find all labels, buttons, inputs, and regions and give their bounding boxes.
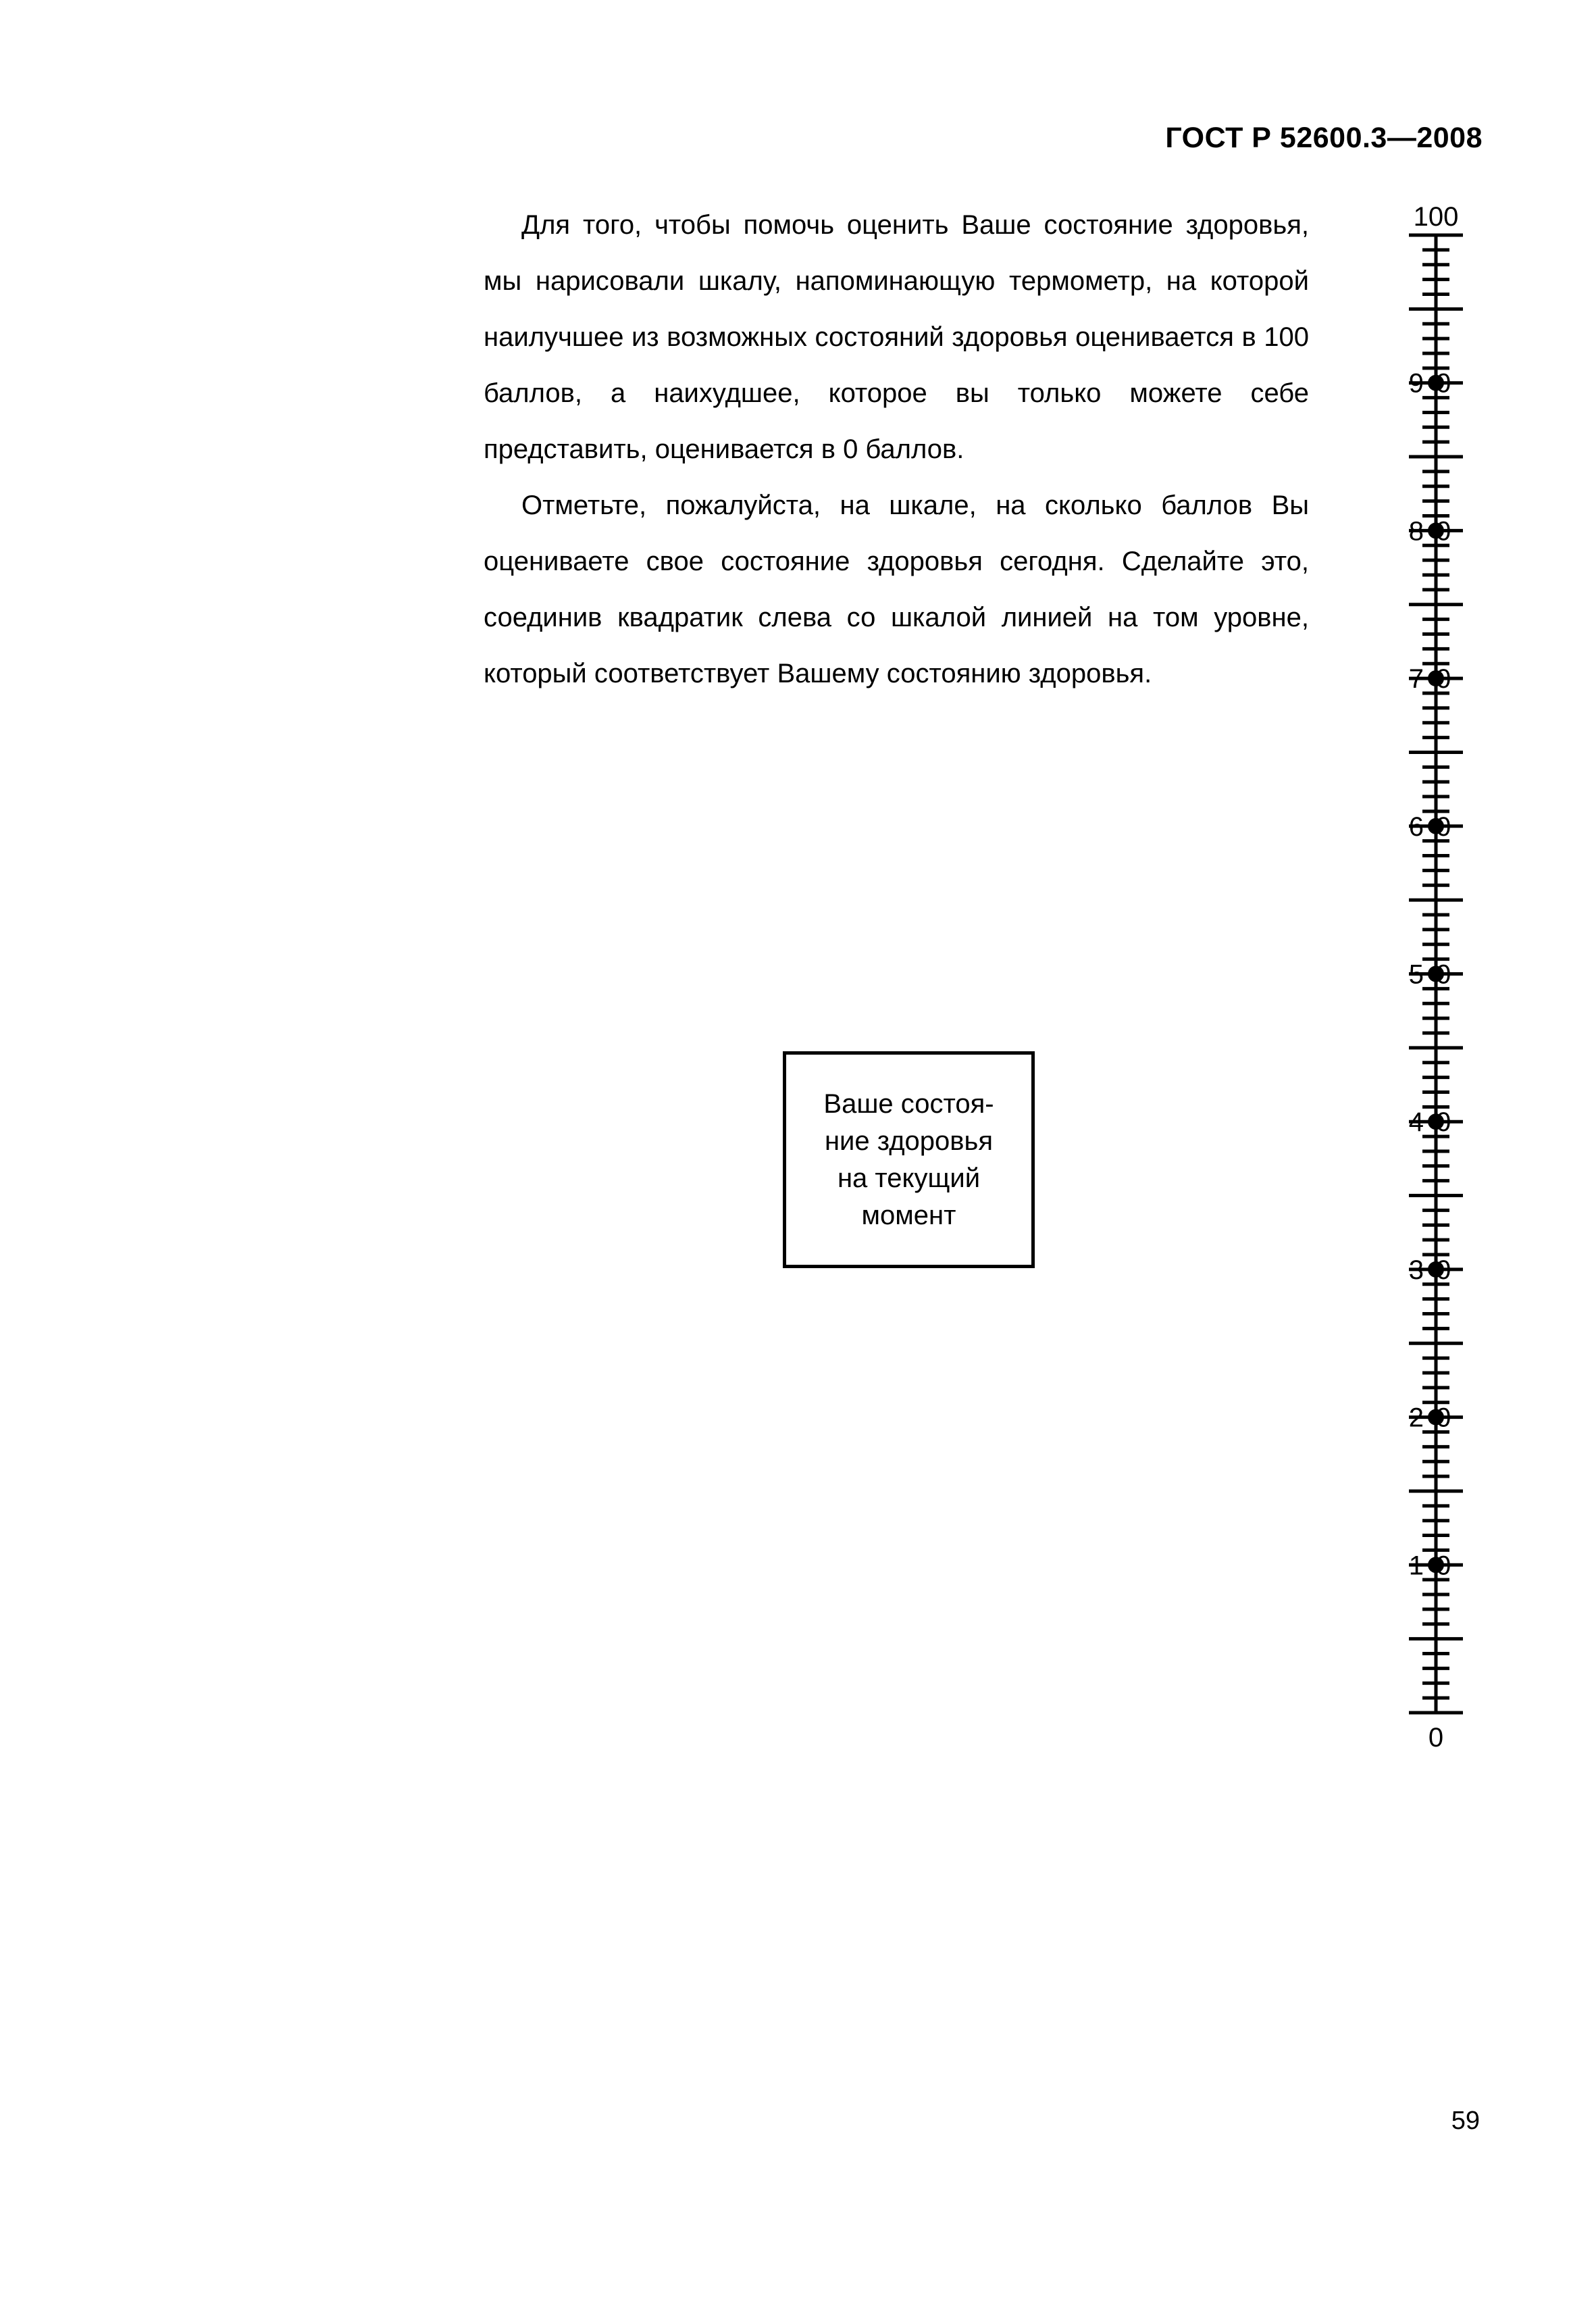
health-state-box[interactable] xyxy=(783,1051,1035,1268)
scale-top-label: 100 xyxy=(1413,202,1459,232)
scale-label: 90 xyxy=(1408,368,1464,399)
health-state-box-label: Ваше состоя-ние здоровья на текущий момент xyxy=(823,1088,994,1230)
scale-label: 80 xyxy=(1408,516,1464,547)
scale-label: 70 xyxy=(1408,664,1464,695)
instructions-paragraph-1: Для того, чтобы помочь оценить Ваше состояние здоровья, мы нарисовали шкалу, напоминающую термометр, на которой наилучшее из возможных состояний здоровья оценивается в 100 баллов, а наихудшее, которое вы только можете себе представить, оценивается в 0 баллов. xyxy=(484,210,1309,464)
standard-code: ГОСТ Р 52600.3—2008 xyxy=(1165,122,1483,154)
instructions-paragraph-2: Отметьте, пожалуйста, на шкале, на сколько баллов Вы оцениваете свое состояние здоровья сегодня. Сделайте это, соединив квадратик слева со шкалой линией на том уровне, который соответствует Вашему состоянию здоровья. xyxy=(484,491,1309,688)
scale-label: 60 xyxy=(1408,811,1464,842)
page-number: 59 xyxy=(1451,2107,1480,2135)
health-thermometer-scale[interactable] xyxy=(1391,189,1499,1770)
instructions-text xyxy=(484,197,1309,702)
scale-label: 30 xyxy=(1408,1255,1464,1285)
scale-label: 50 xyxy=(1408,959,1464,990)
scale-label: 10 xyxy=(1408,1551,1464,1581)
scale-label: 40 xyxy=(1408,1107,1464,1138)
scale-label: 20 xyxy=(1408,1403,1464,1433)
scale-bottom-label: 0 xyxy=(1428,1723,1444,1753)
